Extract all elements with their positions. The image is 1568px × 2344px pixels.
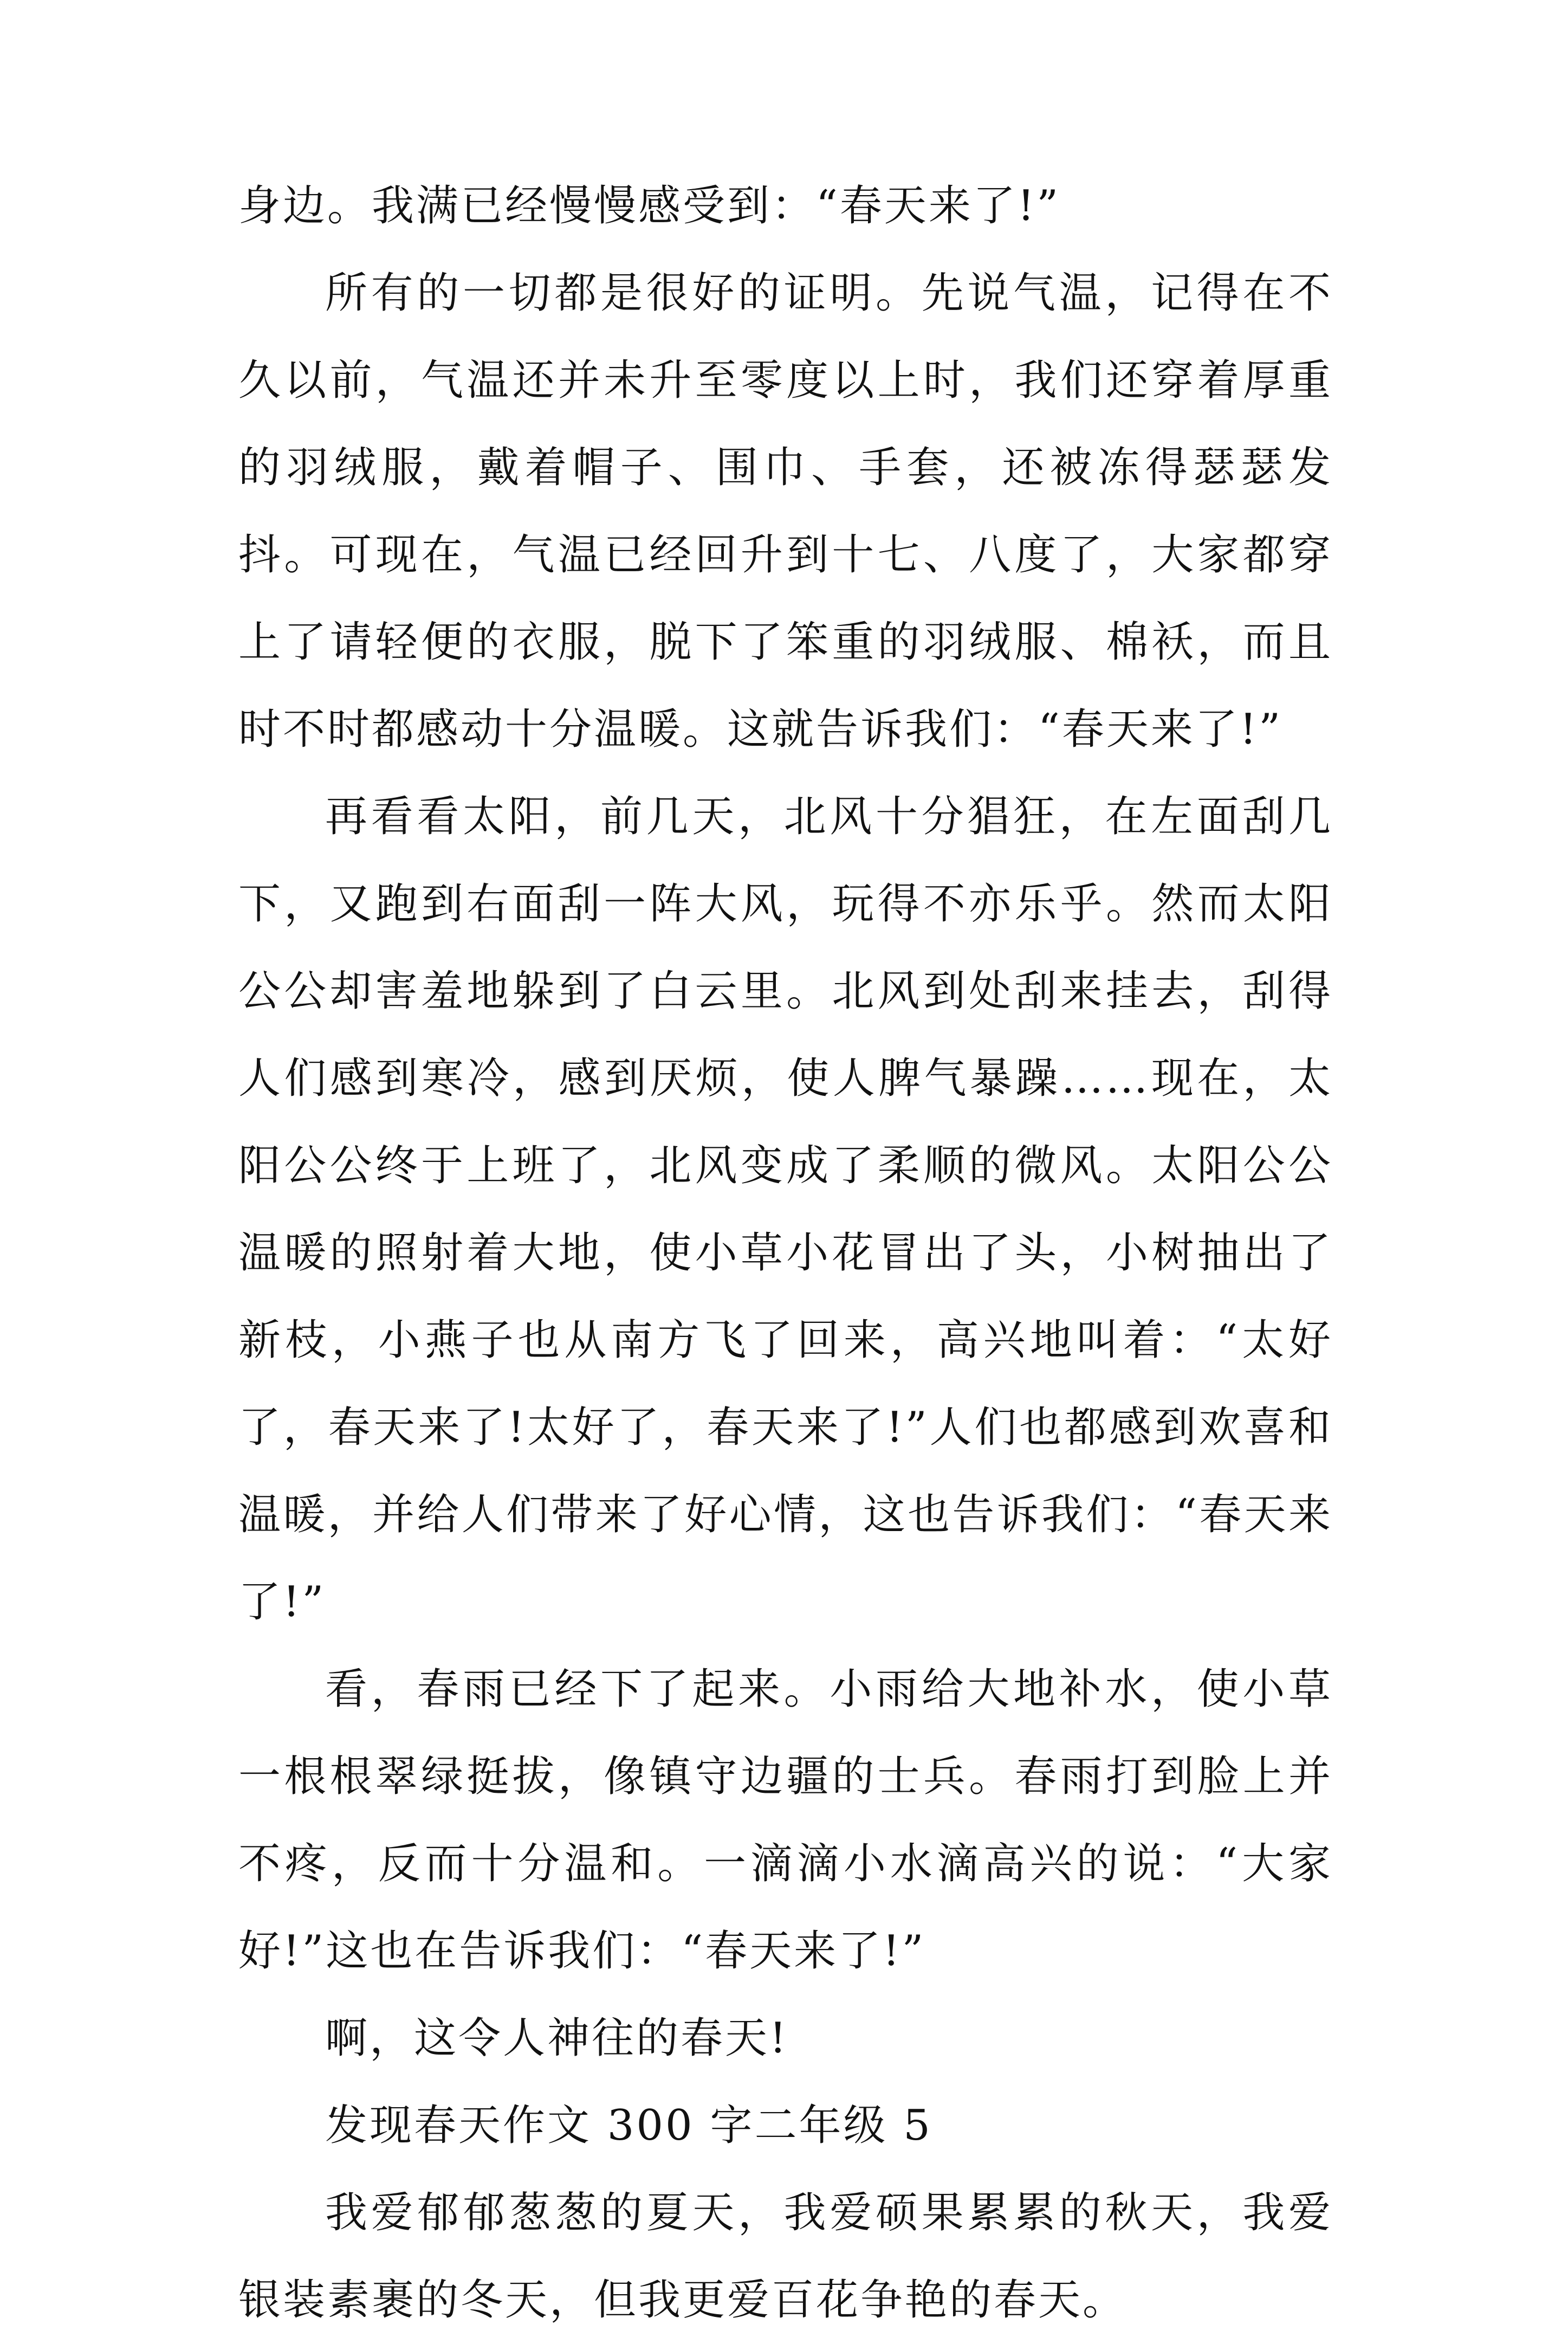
paragraph-sun: 再看看太阳，前几天，北风十分猖狂，在左面刮几下，又跑到右面刮一阵大风，玩得不亦乐乎。然而太阳公公却害羞地躲到了白云里。北风到处刮来挂去，刮得人们感到寒冷，感到厌烦，使人脾气暴躁……现在，太阳公公终于上班了，北风变成了柔顺的微风。太阳公公温暖的照射着大地，使小草小花冒出了头，小树抽出了新枝，小燕子也从南方飞了回来，高兴地叫着：“太好了，春天来了!太好了，春天来了!”人们也都感到欢喜和温暖，并给人们带来了好心情，这也告诉我们：“春天来了!” [238,792,1333,1626]
paragraph-temperature: 所有的一切都是很好的证明。先说气温，记得在不久以前，气温还并未升至零度以上时，我们还穿着厚重的羽绒服，戴着帽子、围巾、手套，还被冻得瑟瑟发抖。可现在，气温已经回升到十七、八度了，大家都穿上了请轻便的衣服，脱下了笨重的羽绒服、棉袄，而且时不时都感动十分温暖。这就告诉我们：“春天来了!” [238,269,1333,754]
paragraph-continuation: 身边。我满已经慢慢感受到：“春天来了!” [238,182,1061,230]
document-body [238,163,1333,2344]
paragraph-exclamation: 啊，这令人神往的春天! [325,2014,789,2063]
paragraph-seasons: 我爱郁郁葱葱的夏天，我爱硕果累累的秋天，我爱银装素裹的冬天，但我更爱百花争艳的春天。 [238,2188,1333,2324]
section-heading: 发现春天作文 300 字二年级 5 [325,2101,932,2150]
paragraph-spring-rain: 看，春雨已经下了起来。小雨给大地补水，使小草一根根翠绿挺拔，像镇守边疆的士兵。春雨打到脸上并不疼，反而十分温和。一滴滴小水滴高兴的说：“大家好!”这也在告诉我们：“春天来了!” [238,1665,1333,1975]
